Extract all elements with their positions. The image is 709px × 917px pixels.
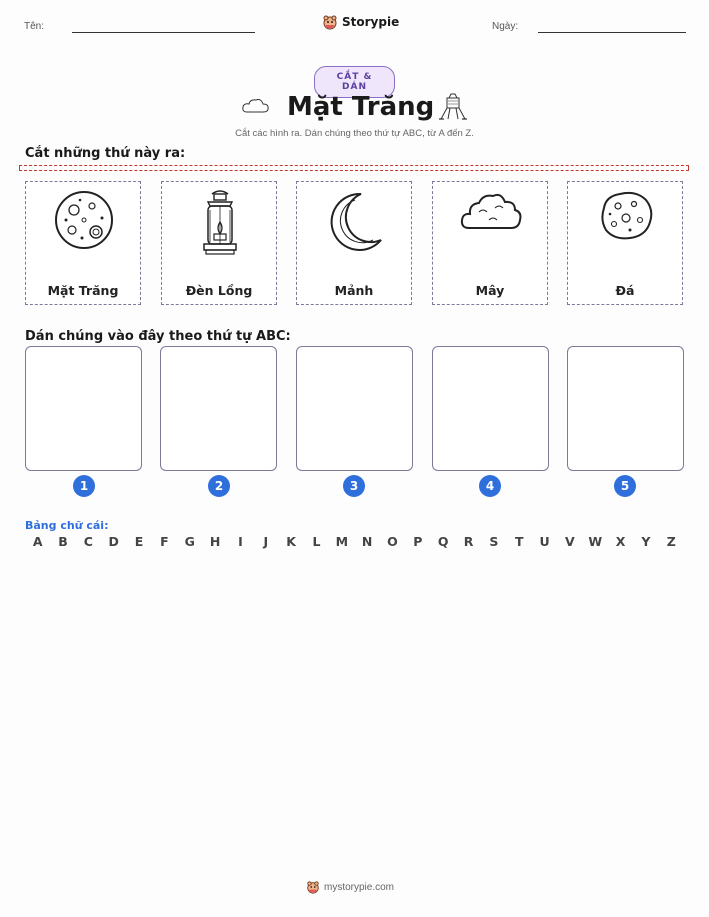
letter: B — [58, 534, 68, 549]
cut-section-heading: Cắt những thứ này ra: — [25, 146, 186, 161]
moon-icon — [54, 190, 114, 250]
paste-box-5[interactable] — [567, 346, 684, 471]
letter: F — [160, 534, 169, 549]
cut-card-label: Đèn Lồng — [185, 283, 253, 298]
cut-card-cloud[interactable] — [432, 181, 548, 305]
alphabet-row — [25, 534, 684, 549]
cut-and-paste-badge: CẮT & DÁN — [314, 66, 395, 98]
lunar-lander-icon — [437, 92, 469, 126]
storypie-mascot-icon — [322, 14, 338, 30]
letter: U — [539, 534, 550, 549]
date-label: Ngày: — [492, 21, 519, 32]
cloud-decoration-icon — [241, 96, 271, 120]
letter: O — [387, 534, 398, 549]
cut-card-label: Mặt Trăng — [47, 283, 119, 298]
paste-box-1[interactable] — [25, 346, 142, 471]
letter: A — [32, 534, 43, 549]
number-badge: 2 — [208, 475, 230, 497]
number-badge: 3 — [343, 475, 365, 497]
letter: Y — [641, 534, 651, 549]
paste-box-2[interactable] — [160, 346, 277, 471]
letter: S — [489, 534, 499, 549]
letter: X — [615, 534, 626, 549]
letter: T — [514, 534, 524, 549]
crescent-icon — [325, 190, 385, 254]
letter: N — [361, 534, 373, 549]
cut-card-label: Mảnh — [334, 283, 374, 298]
instructions: Cắt các hình ra. Dán chúng theo thứ tự ABC, từ A đến Z. — [235, 128, 474, 139]
letter: E — [134, 534, 144, 549]
letter: V — [565, 534, 575, 549]
brand-logo — [322, 14, 399, 30]
letter: P — [413, 534, 423, 549]
lantern-icon — [190, 188, 250, 268]
letter: K — [286, 534, 296, 549]
cut-card-label: Mây — [475, 283, 505, 298]
alphabet-heading: Bảng chữ cái: — [25, 519, 109, 532]
page-title: Mặt Trăng — [287, 92, 435, 122]
footer — [306, 880, 394, 894]
letter: Z — [666, 534, 676, 549]
cut-card-moon[interactable] — [25, 181, 141, 305]
number-badge: 1 — [73, 475, 95, 497]
date-line[interactable] — [538, 32, 686, 33]
letter: M — [335, 534, 349, 549]
number-badge: 5 — [614, 475, 636, 497]
brand-name: Storypie — [342, 15, 400, 29]
cut-card-crescent[interactable] — [296, 181, 412, 305]
cut-line — [19, 165, 689, 171]
storypie-mascot-icon — [306, 880, 320, 894]
footer-url[interactable]: mystorypie.com — [324, 881, 395, 893]
letter: L — [312, 534, 321, 549]
letter: G — [184, 534, 195, 549]
letter: C — [83, 534, 93, 549]
letter: Q — [437, 534, 449, 549]
cut-card-label: Đá — [615, 283, 635, 298]
paste-box-3[interactable] — [296, 346, 413, 471]
cut-card-rock[interactable] — [567, 181, 683, 305]
name-label: Tên: — [24, 21, 45, 32]
paste-box-4[interactable] — [432, 346, 549, 471]
letter: R — [463, 534, 474, 549]
cloud-icon — [459, 188, 523, 238]
name-line[interactable] — [72, 32, 255, 33]
letter: I — [238, 534, 243, 549]
letter: J — [263, 534, 269, 549]
paste-section-heading: Dán chúng vào đây theo thứ tự ABC: — [25, 329, 291, 344]
rock-icon — [596, 188, 656, 244]
letter: D — [108, 534, 119, 549]
cut-card-lantern[interactable] — [161, 181, 277, 305]
number-badge: 4 — [479, 475, 501, 497]
letter: W — [588, 534, 603, 549]
letter: H — [209, 534, 221, 549]
